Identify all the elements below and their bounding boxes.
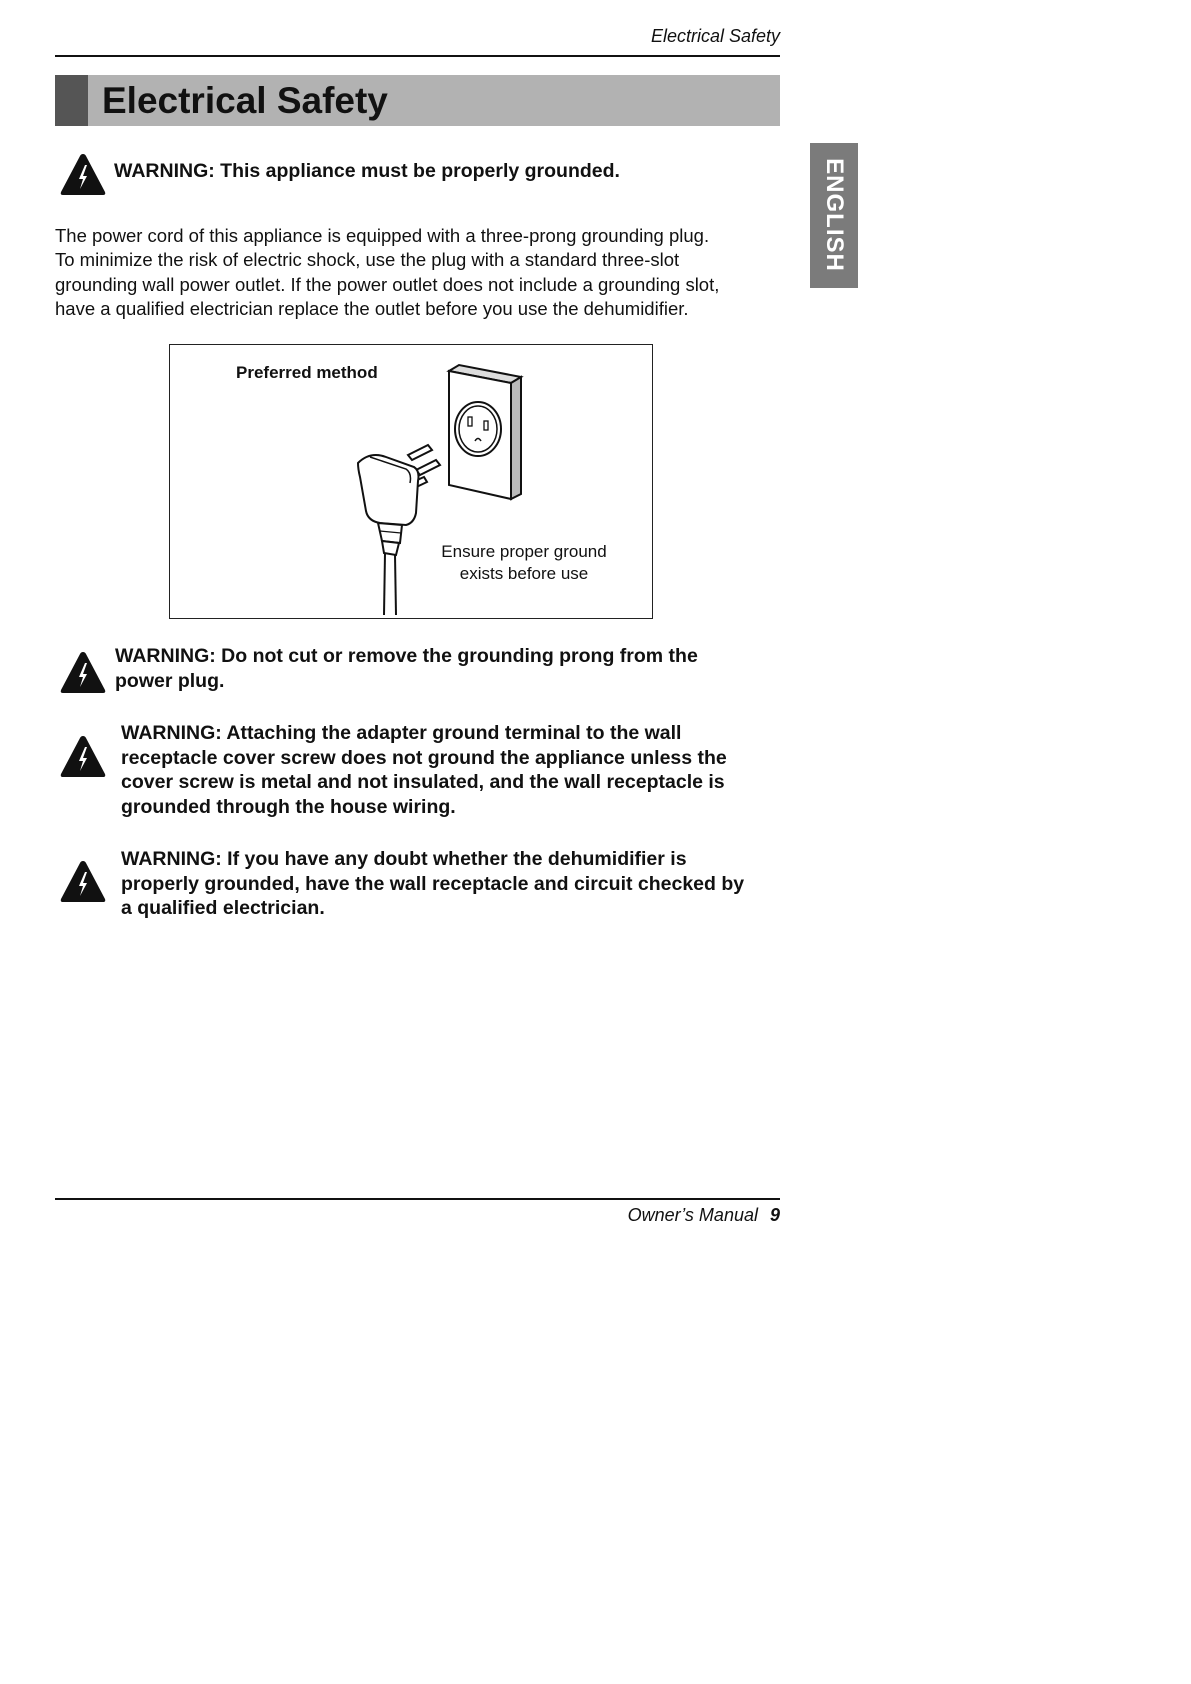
title-accent-block [55, 75, 88, 126]
warning-shock-icon [60, 859, 106, 903]
language-tab-label: ENGLISH [821, 158, 848, 272]
paragraph-line: have a qualified electrician replace the outlet before you use the dehumidifier. [55, 298, 689, 320]
warning-4-line: a qualified electrician. [121, 897, 325, 919]
warning-4-line: properly grounded, have the wall receptacle and circuit checked by [121, 872, 745, 895]
figure-caption-line: exists before use [459, 563, 589, 583]
warning-shock-icon [60, 152, 106, 196]
warning-3 [121, 721, 727, 819]
warning-2 [115, 644, 698, 693]
figure-label: Preferred method [236, 363, 378, 382]
figure-caption [428, 541, 620, 584]
figure-caption-line: Ensure proper ground [441, 542, 607, 561]
page-footer [55, 1205, 780, 1226]
warning-3-line: grounded through the house wiring. [121, 795, 456, 818]
paragraph-line: grounding wall power outlet. If the power outlet does not include a grounding slot, [55, 273, 720, 295]
grounding-figure [169, 344, 653, 619]
warning-1 [114, 159, 620, 184]
manual-title: Owner’s Manual [627, 1205, 758, 1225]
plug-icon [358, 445, 440, 615]
wall-outlet-icon [449, 365, 521, 499]
paragraph-line: To minimize the risk of electric shock, use the plug with a standard three-slot [55, 249, 680, 271]
warning-2-line: WARNING: Do not cut or remove the grounding prong from the [115, 645, 698, 667]
warning-4 [121, 847, 744, 921]
warning-3-line: receptacle cover screw does not ground the appliance unless the [121, 746, 727, 769]
grounding-paragraph [55, 224, 755, 322]
header-rule [55, 55, 780, 57]
warning-4-line: WARNING: If you have any doubt whether the dehumidifier is [121, 848, 687, 870]
language-tab [810, 143, 858, 288]
warning-2-line: power plug. [115, 669, 225, 692]
running-header: Electrical Safety [650, 26, 780, 46]
page-number: 9 [769, 1205, 780, 1225]
section-title-bar [55, 75, 780, 126]
paragraph-line: The power cord of this appliance is equipped with a three-prong grounding plug. [55, 225, 710, 246]
section-title: Electrical Safety [102, 80, 388, 121]
warning-shock-icon [60, 734, 106, 778]
warning-3-line: cover screw is metal and not insulated, and the wall receptacle is [121, 771, 725, 793]
warning-1-line: WARNING: This appliance must be properly grounded. [114, 160, 620, 182]
footer-rule [55, 1198, 780, 1200]
warning-3-line: WARNING: Attaching the adapter ground terminal to the wall [121, 722, 682, 744]
warning-shock-icon [60, 650, 106, 694]
